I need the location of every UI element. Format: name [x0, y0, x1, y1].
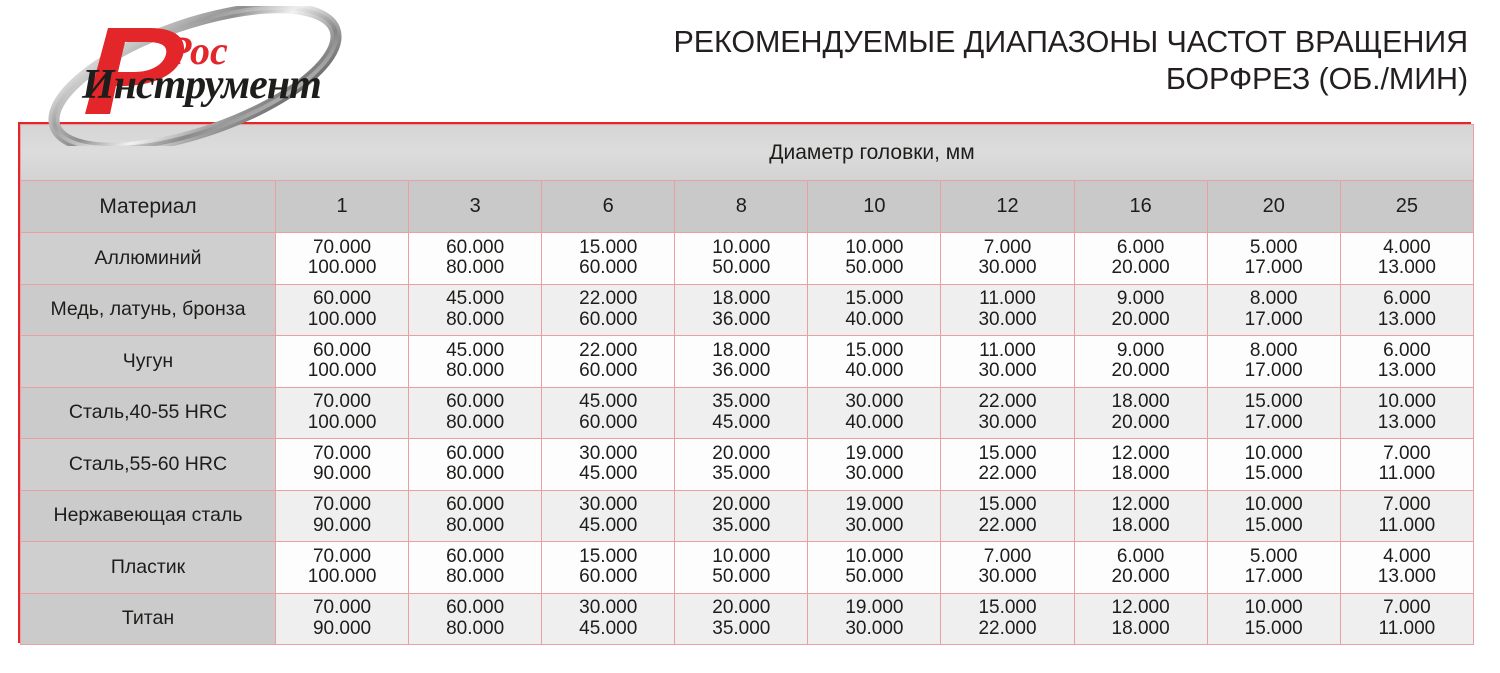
speed-range-table: [20, 124, 1474, 645]
ros-instrument-logo: [30, 6, 360, 146]
speed-min: 15.000: [579, 545, 638, 567]
speed-range-cell: [1074, 233, 1207, 285]
speed-range-cell: [1207, 439, 1340, 491]
speed-min: 60.000: [446, 545, 505, 567]
speed-min: 35.000: [712, 391, 771, 413]
speed-range-cell: [941, 490, 1074, 542]
speed-range-cell: [1074, 284, 1207, 336]
speed-min: 45.000: [446, 288, 505, 310]
speed-max: 40.000: [845, 360, 904, 382]
speed-min: 22.000: [579, 288, 638, 310]
speed-max: 30.000: [978, 411, 1037, 433]
speed-range-cell: [276, 542, 409, 594]
speed-range-cell: [1207, 490, 1340, 542]
speed-max: 60.000: [579, 308, 638, 330]
speed-min: 19.000: [845, 442, 904, 464]
speed-max: 60.000: [579, 257, 638, 279]
diameter-banner-label: Диаметр головки, мм: [769, 140, 975, 164]
speed-min: 10.000: [712, 236, 771, 258]
speed-range-cell: [675, 490, 808, 542]
speed-range-cell: [409, 439, 542, 491]
speed-min: 20.000: [712, 494, 771, 516]
speed-min: 15.000: [1244, 391, 1303, 413]
speed-max: 11.000: [1378, 617, 1436, 639]
speed-max: 17.000: [1244, 257, 1303, 279]
speed-min: 18.000: [712, 339, 771, 361]
speed-max: 22.000: [978, 514, 1037, 536]
speed-max: 22.000: [978, 617, 1037, 639]
speed-min: 22.000: [978, 391, 1037, 413]
speed-range-cell: [1340, 387, 1473, 439]
speed-max: 30.000: [845, 463, 904, 485]
speed-range-cell: [542, 490, 675, 542]
speed-max: 40.000: [845, 411, 904, 433]
speed-max: 45.000: [579, 463, 638, 485]
speed-range-cell: [941, 233, 1074, 285]
speed-min: 10.000: [712, 545, 771, 567]
page-title: [588, 24, 1468, 98]
speed-min: 10.000: [1244, 494, 1303, 516]
logo-text-instrument: Инструмент: [82, 62, 321, 108]
speed-range-cell: [808, 233, 941, 285]
speed-max: 40.000: [845, 308, 904, 330]
material-label-cell: Чугун: [21, 336, 276, 388]
speed-range-cell: [1074, 387, 1207, 439]
speed-range-cell: [542, 284, 675, 336]
speed-min: 60.000: [446, 597, 505, 619]
speed-max: 90.000: [312, 514, 372, 536]
speed-range-cell: [1207, 336, 1340, 388]
speed-max: 50.000: [845, 257, 904, 279]
speed-range-cell: [808, 387, 941, 439]
speed-range-cell: [409, 336, 542, 388]
speed-max: 15.000: [1244, 514, 1303, 536]
speed-max: 20.000: [1111, 257, 1170, 279]
speed-range-cell: [808, 284, 941, 336]
speed-min: 60.000: [312, 288, 372, 310]
material-label-cell: Титан: [21, 593, 276, 645]
speed-range-cell: [542, 439, 675, 491]
speed-range-cell: [941, 439, 1074, 491]
speed-range-cell: [276, 439, 409, 491]
speed-max: 50.000: [712, 257, 771, 279]
speed-min: 7.000: [983, 236, 1032, 258]
speed-max: 80.000: [446, 463, 505, 485]
speed-min: 10.000: [845, 236, 904, 258]
speed-max: 80.000: [446, 617, 505, 639]
speed-max: 13.000: [1377, 308, 1436, 330]
speed-min: 7.000: [1383, 597, 1431, 619]
speed-range-cell: [808, 593, 941, 645]
speed-max: 60.000: [579, 411, 638, 433]
speed-range-cell: [941, 387, 1074, 439]
speed-range-cell: [675, 336, 808, 388]
speed-range-cell: [1340, 490, 1473, 542]
speed-min: 8.000: [1249, 339, 1298, 361]
speed-range-cell: [675, 233, 808, 285]
speed-range-cell: [409, 490, 542, 542]
speed-min: 15.000: [845, 288, 904, 310]
speed-max: 35.000: [712, 463, 771, 485]
material-label-cell: Сталь,55-60 HRC: [21, 439, 276, 491]
table-body: [21, 233, 1474, 645]
speed-max: 80.000: [446, 257, 505, 279]
column-header-diameter: 12: [941, 181, 1074, 233]
column-header-diameter: 20: [1207, 181, 1340, 233]
speed-min: 6.000: [1116, 236, 1165, 258]
table-row: [21, 593, 1474, 645]
speed-min: 7.000: [983, 545, 1032, 567]
speed-range-cell: [808, 542, 941, 594]
column-header-diameter: 10: [808, 181, 941, 233]
speed-range-cell: [542, 336, 675, 388]
speed-range-cell: [675, 439, 808, 491]
speed-max: 17.000: [1244, 566, 1303, 588]
speed-max: 35.000: [712, 514, 771, 536]
speed-range-cell: [1340, 336, 1473, 388]
speed-min: 15.000: [978, 494, 1037, 516]
speed-range-cell: [276, 387, 409, 439]
speed-min: 9.000: [1116, 288, 1165, 310]
speed-range-cell: [276, 490, 409, 542]
speed-max: 100.000: [307, 411, 377, 433]
speed-max: 90.000: [312, 463, 372, 485]
speed-range-cell: [941, 542, 1074, 594]
material-label-cell: Нержавеющая сталь: [21, 490, 276, 542]
speed-max: 45.000: [579, 514, 638, 536]
table-header-row: [21, 181, 1474, 233]
speed-max: 13.000: [1377, 360, 1436, 382]
speed-range-cell: [542, 593, 675, 645]
speed-max: 50.000: [712, 566, 771, 588]
speed-max: 100.000: [307, 308, 377, 330]
speed-range-cell: [941, 336, 1074, 388]
speed-min: 30.000: [579, 597, 638, 619]
speed-range-cell: [542, 387, 675, 439]
page-title-line2: БОРФРЕЗ (ОБ./МИН): [1165, 62, 1468, 97]
material-label-cell: Медь, латунь, бронза: [21, 284, 276, 336]
speed-max: 17.000: [1244, 360, 1303, 382]
speed-max: 13.000: [1377, 257, 1436, 279]
speed-min: 7.000: [1383, 494, 1431, 516]
speed-max: 80.000: [446, 360, 505, 382]
speed-max: 20.000: [1111, 411, 1170, 433]
speed-min: 4.000: [1383, 236, 1431, 258]
speed-range-cell: [1207, 593, 1340, 645]
speed-max: 36.000: [712, 360, 771, 382]
speed-range-cell: [1074, 542, 1207, 594]
speed-min: 70.000: [312, 391, 372, 413]
speed-range-cell: [675, 284, 808, 336]
speed-min: 45.000: [579, 391, 638, 413]
speed-min: 70.000: [312, 236, 372, 258]
material-label-cell: Аллюминий: [21, 233, 276, 285]
speed-min: 70.000: [312, 545, 372, 567]
speed-range-cell: [276, 593, 409, 645]
speed-min: 9.000: [1116, 339, 1165, 361]
speed-min: 20.000: [712, 597, 771, 619]
speed-range-cell: [409, 387, 542, 439]
column-header-diameter: 1: [276, 181, 409, 233]
speed-max: 18.000: [1111, 617, 1170, 639]
table-row: [21, 490, 1474, 542]
speed-max: 80.000: [446, 566, 505, 588]
speed-max: 30.000: [845, 617, 904, 639]
speed-range-cell: [808, 336, 941, 388]
speed-max: 80.000: [446, 308, 505, 330]
speed-min: 60.000: [446, 236, 505, 258]
column-header-diameter: 6: [542, 181, 675, 233]
speed-max: 17.000: [1244, 308, 1303, 330]
speed-range-cell: [409, 284, 542, 336]
speed-min: 10.000: [845, 545, 904, 567]
speed-range-cell: [1074, 593, 1207, 645]
speed-range-cell: [409, 233, 542, 285]
speed-max: 13.000: [1377, 411, 1436, 433]
speed-max: 22.000: [978, 463, 1037, 485]
speed-min: 6.000: [1116, 545, 1165, 567]
table-row: [21, 284, 1474, 336]
material-label-cell: Пластик: [21, 542, 276, 594]
speed-max: 17.000: [1244, 411, 1303, 433]
speed-min: 20.000: [712, 442, 771, 464]
speed-min: 30.000: [845, 391, 904, 413]
speed-max: 15.000: [1244, 617, 1303, 639]
speed-min: 12.000: [1111, 597, 1170, 619]
logo-artwork: [30, 6, 360, 146]
speed-min: 10.000: [1244, 597, 1303, 619]
speed-min: 5.000: [1249, 236, 1298, 258]
speed-range-cell: [1207, 284, 1340, 336]
speed-min: 11.000: [979, 339, 1036, 361]
speed-range-cell: [1207, 542, 1340, 594]
speed-range-cell: [1340, 542, 1473, 594]
speed-min: 12.000: [1111, 494, 1170, 516]
speed-min: 60.000: [312, 339, 372, 361]
speed-min: 11.000: [979, 288, 1036, 310]
material-label-cell: Сталь,40-55 HRC: [21, 387, 276, 439]
column-header-diameter: 16: [1074, 181, 1207, 233]
speed-max: 15.000: [1244, 463, 1303, 485]
speed-min: 10.000: [1244, 442, 1303, 464]
speed-range-cell: [941, 593, 1074, 645]
speed-max: 11.000: [1378, 514, 1436, 536]
speed-min: 19.000: [845, 597, 904, 619]
speed-max: 18.000: [1111, 514, 1170, 536]
speed-max: 18.000: [1111, 463, 1170, 485]
speed-min: 15.000: [579, 236, 638, 258]
speed-max: 100.000: [307, 360, 377, 382]
speed-range-cell: [808, 439, 941, 491]
speed-range-cell: [675, 387, 808, 439]
speed-min: 70.000: [312, 494, 372, 516]
table-row: [21, 233, 1474, 285]
speed-range-cell: [276, 233, 409, 285]
speed-range-cell: [1340, 233, 1473, 285]
speed-min: 15.000: [978, 597, 1037, 619]
column-header-diameter: 25: [1340, 181, 1473, 233]
speed-min: 60.000: [446, 391, 505, 413]
speed-min: 70.000: [312, 597, 372, 619]
speed-range-cell: [1074, 490, 1207, 542]
speed-max: 30.000: [978, 360, 1037, 382]
speed-max: 90.000: [312, 617, 372, 639]
speed-max: 50.000: [845, 566, 904, 588]
speed-range-cell: [1074, 336, 1207, 388]
speed-min: 70.000: [312, 442, 372, 464]
speed-max: 20.000: [1111, 566, 1170, 588]
speed-max: 100.000: [307, 566, 377, 588]
speed-max: 20.000: [1111, 308, 1170, 330]
speed-min: 19.000: [845, 494, 904, 516]
speed-max: 30.000: [978, 308, 1037, 330]
speed-min: 6.000: [1383, 339, 1431, 361]
speed-min: 60.000: [446, 494, 505, 516]
speed-range-cell: [542, 233, 675, 285]
speed-min: 15.000: [978, 442, 1037, 464]
speed-max: 80.000: [446, 514, 505, 536]
speed-max: 36.000: [712, 308, 771, 330]
page-title-line1: РЕКОМЕНДУЕМЫЕ ДИАПАЗОНЫ ЧАСТОТ ВРАЩЕНИЯ: [673, 25, 1468, 59]
speed-max: 11.000: [1378, 463, 1436, 485]
speed-min: 45.000: [446, 339, 505, 361]
speed-min: 30.000: [579, 494, 638, 516]
speed-max: 80.000: [446, 411, 505, 433]
speed-range-cell: [675, 542, 808, 594]
speed-max: 60.000: [579, 360, 638, 382]
speed-range-table-container: [18, 122, 1471, 643]
speed-min: 22.000: [579, 339, 638, 361]
speed-range-cell: [542, 542, 675, 594]
speed-max: 35.000: [712, 617, 771, 639]
table-row: [21, 336, 1474, 388]
speed-min: 4.000: [1383, 545, 1431, 567]
speed-min: 8.000: [1249, 288, 1298, 310]
speed-min: 18.000: [1111, 391, 1170, 413]
speed-range-cell: [276, 284, 409, 336]
speed-min: 15.000: [845, 339, 904, 361]
speed-min: 10.000: [1377, 391, 1436, 413]
speed-range-cell: [1074, 439, 1207, 491]
speed-min: 6.000: [1383, 288, 1431, 310]
logo-text-ros: Рос: [167, 28, 228, 73]
speed-range-cell: [941, 284, 1074, 336]
table-row: [21, 387, 1474, 439]
speed-min: 18.000: [712, 288, 771, 310]
speed-max: 13.000: [1377, 566, 1436, 588]
speed-min: 5.000: [1249, 545, 1298, 567]
column-header-diameter: 3: [409, 181, 542, 233]
speed-min: 12.000: [1111, 442, 1170, 464]
speed-range-cell: [409, 593, 542, 645]
column-header-material: Материал: [21, 181, 276, 233]
speed-max: 30.000: [845, 514, 904, 536]
speed-max: 30.000: [978, 566, 1037, 588]
speed-range-cell: [1340, 439, 1473, 491]
speed-min: 30.000: [579, 442, 638, 464]
speed-range-cell: [808, 490, 941, 542]
speed-range-cell: [1207, 233, 1340, 285]
speed-max: 100.000: [307, 257, 377, 279]
speed-range-cell: [409, 542, 542, 594]
speed-min: 7.000: [1383, 442, 1431, 464]
speed-range-cell: [1340, 593, 1473, 645]
speed-max: 45.000: [712, 411, 771, 433]
speed-range-cell: [1340, 284, 1473, 336]
table-row: [21, 542, 1474, 594]
speed-min: 60.000: [446, 442, 505, 464]
speed-max: 60.000: [579, 566, 638, 588]
speed-range-cell: [1207, 387, 1340, 439]
table-row: [21, 439, 1474, 491]
speed-max: 20.000: [1111, 360, 1170, 382]
speed-max: 45.000: [579, 617, 638, 639]
column-header-diameter: 8: [675, 181, 808, 233]
speed-range-cell: [675, 593, 808, 645]
speed-range-cell: [276, 336, 409, 388]
speed-max: 30.000: [978, 257, 1037, 279]
